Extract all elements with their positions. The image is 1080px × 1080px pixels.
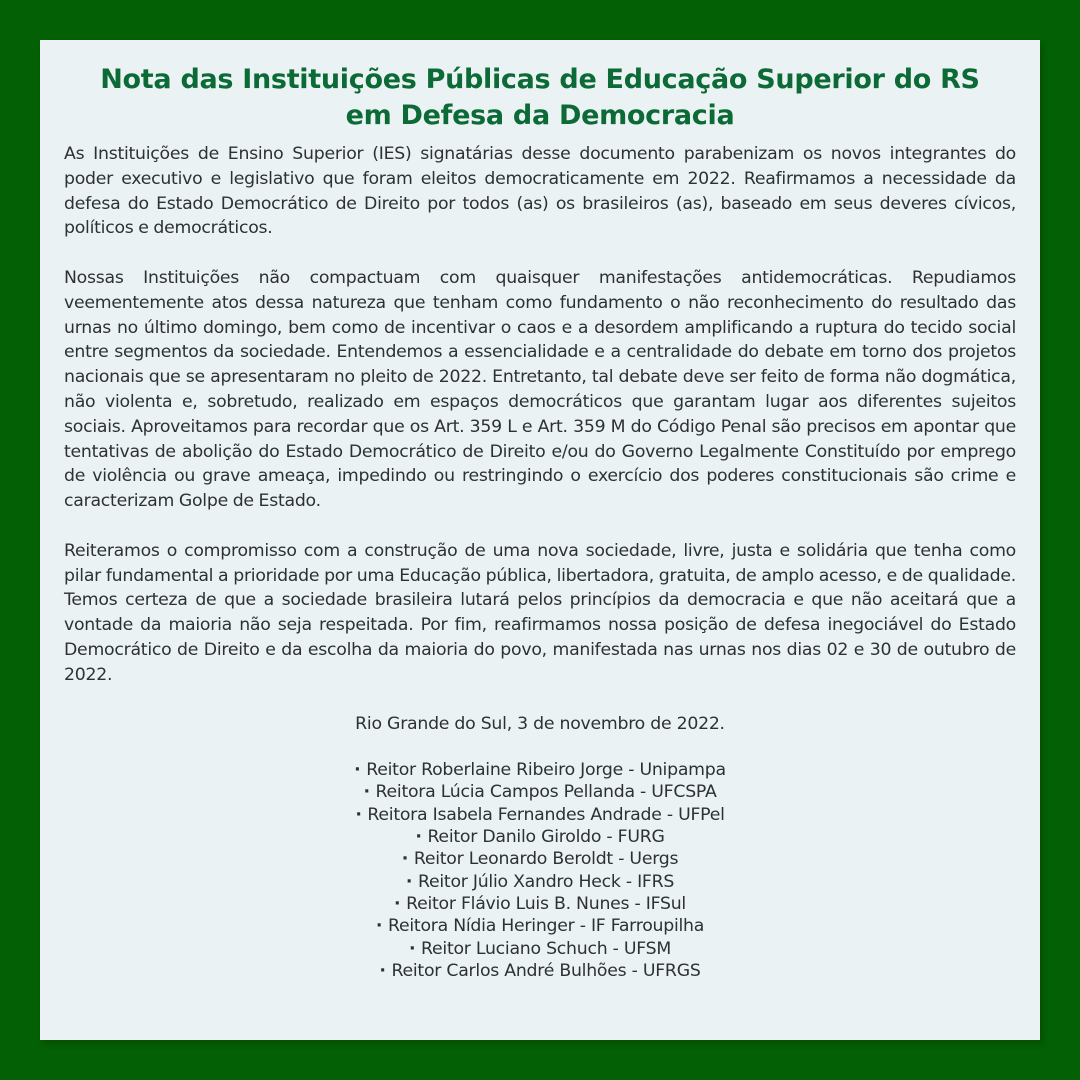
document-body <box>64 142 1016 688</box>
signature-item: · Reitor Júlio Xandro Heck - IFRS <box>64 871 1016 893</box>
document-title <box>64 62 1016 134</box>
signature-item: · Reitora Isabela Fernandes Andrade - UFPel <box>64 804 1016 826</box>
paragraph-2: Nossas Instituições não compactuam com quaisquer manifestações antidemocráticas. Repudiamos veementemente atos dessa natureza que tenham como fundamento o não reconhecimento do resultado das urnas no último domingo, bem como de incentivar o caos e a desordem amplificando a ruptura do tecido social entre segmentos da sociedade. Entendemos a essencialidade e a centralidade do debate em torno dos projetos nacionais que se apresentaram no pleito de 2022. Entretanto, tal debate deve ser feito de forma não dogmática, não violenta e, sobretudo, realizado em espaços democráticos que garantam lugar aos diferentes sujeitos sociais. Aproveitamos para recordar que os Art. 359 L e Art. 359 M do Código Penal são precisos em apontar que tentativas de abolição do Estado Democrático de Direito e/ou do Governo Legalmente Constituído por emprego de violência ou grave ameaça, impedindo ou restringindo o exercício dos poderes constitucionais são crime e caracterizam Golpe de Estado. <box>64 267 1016 512</box>
signature-item: · Reitor Danilo Giroldo - FURG <box>64 826 1016 848</box>
signature-item: · Reitor Luciano Schuch - UFSM <box>64 938 1016 960</box>
paragraph-1: As Instituições de Ensino Superior (IES) signatárias desse documento parabenizam os novos integrantes do poder executivo e legislativo que foram eleitos democraticamente em 2022. Reafirmamos a necessidade da defesa do Estado Democrático de Direito por todos (as) os brasileiros (as), baseado em seus deveres cívicos, políticos e democráticos. <box>64 144 1016 239</box>
signature-item: · Reitor Leonardo Beroldt - Uergs <box>64 848 1016 870</box>
signature-item: · Reitor Carlos André Bulhões - UFRGS <box>64 960 1016 982</box>
signature-item: · Reitora Lúcia Campos Pellanda - UFCSPA <box>64 781 1016 803</box>
document-panel <box>40 40 1040 1040</box>
place-date: Rio Grande do Sul, 3 de novembro de 2022. <box>355 714 725 735</box>
signature-block <box>64 712 1016 982</box>
signature-list <box>64 759 1016 982</box>
paragraph-3: Reiteramos o compromisso com a construção de uma nova sociedade, livre, justa e solidária que tenha como pilar fundamental a prioridade por uma Educação pública, libertadora, gratuita, de amplo acesso, e de qualidade. Temos certeza de que a sociedade brasileira lutará pelos princípios da democracia e que não aceitará que a vontade da maioria não seja respeitada. Por fim, reafirmamos nossa posição de defesa inegociável do Estado Democrático de Direito e da escolha da maioria do povo, manifestada nas urnas nos dias 02 e 30 de outubro de 2022. <box>64 540 1016 685</box>
signature-item: · Reitora Nídia Heringer - IF Farroupilha <box>64 915 1016 937</box>
signature-item: · Reitor Roberlaine Ribeiro Jorge - Unipampa <box>64 759 1016 781</box>
title-line-1: Nota das Instituições Públicas de Educação Superior do RS <box>100 64 980 95</box>
title-line-2: em Defesa da Democracia <box>345 100 735 131</box>
signature-item: · Reitor Flávio Luis B. Nunes - IFSul <box>64 893 1016 915</box>
